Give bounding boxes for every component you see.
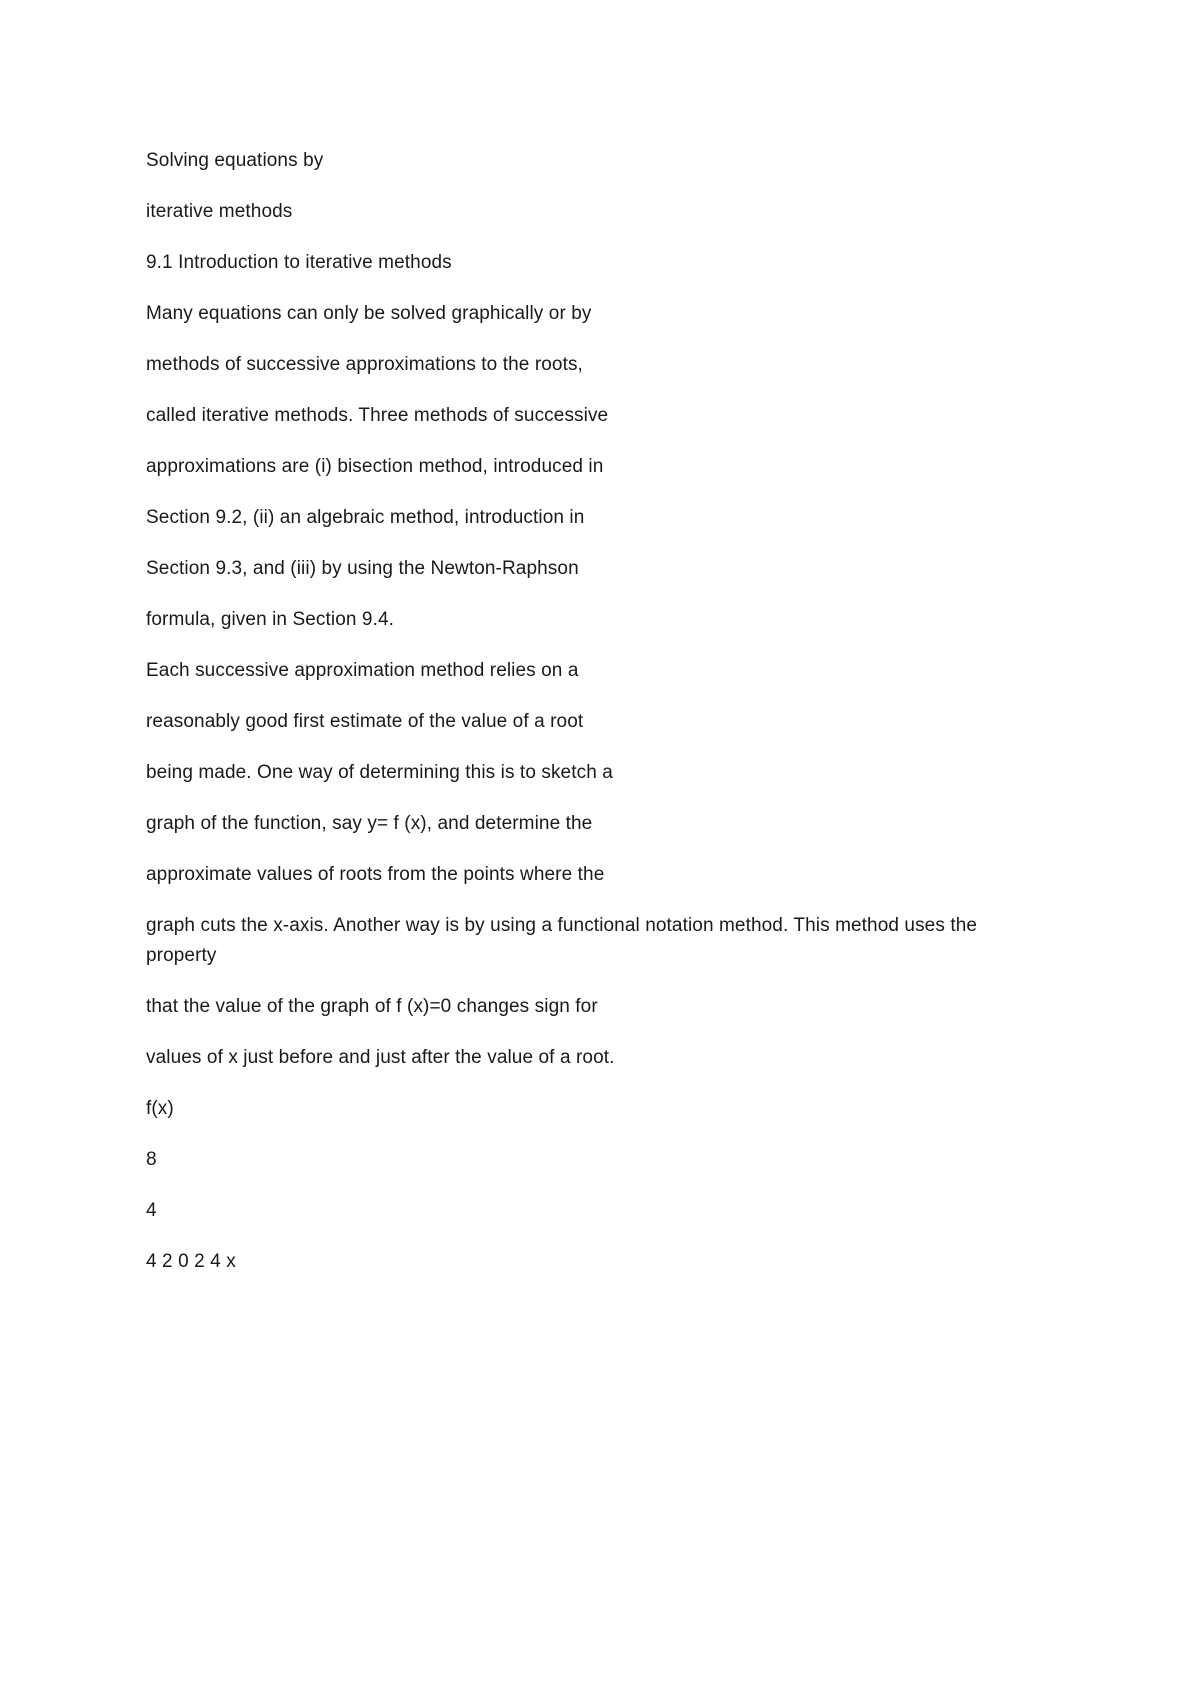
paragraph-line: Many equations can only be solved graphically or by (146, 303, 592, 324)
paragraph-line: reasonably good first estimate of the value of a root (146, 711, 584, 732)
doc-title-line-1: Solving equations by (146, 150, 324, 171)
paragraph-line: approximate values of roots from the points where the (146, 864, 605, 885)
paragraph-line: Section 9.3, and (iii) by using the Newton-Raphson (146, 558, 579, 579)
paragraph-line-wrapped: graph cuts the x-axis. Another way is by using a functional notation method. This method uses the property (146, 915, 978, 966)
paragraph-line: formula, given in Section 9.4. (146, 609, 395, 630)
graph-tick-label: 4 (146, 1200, 157, 1221)
paragraph-line: methods of successive approximations to the roots, (146, 354, 583, 375)
document-body (146, 146, 1046, 1298)
paragraph-line: Each successive approximation method relies on a (146, 660, 579, 681)
doc-title-line-2: iterative methods (146, 201, 293, 222)
paragraph-line: graph of the function, say y= f (x), and determine the (146, 813, 593, 834)
paragraph-line: being made. One way of determining this is to sketch a (146, 762, 613, 783)
paragraph-line: that the value of the graph of f (x)=0 changes sign for (146, 996, 598, 1017)
graph-tick-label: 8 (146, 1149, 157, 1170)
graph-axis-labels: 4 2 0 2 4 x (146, 1251, 236, 1272)
paragraph-line: values of x just before and just after the value of a root. (146, 1047, 615, 1068)
paragraph-line: Section 9.2, (ii) an algebraic method, introduction in (146, 507, 585, 528)
section-heading: 9.1 Introduction to iterative methods (146, 252, 452, 273)
paragraph-line: approximations are (i) bisection method, introduced in (146, 456, 604, 477)
graph-label-fx: f(x) (146, 1098, 174, 1119)
paragraph-line: called iterative methods. Three methods of successive (146, 405, 609, 426)
